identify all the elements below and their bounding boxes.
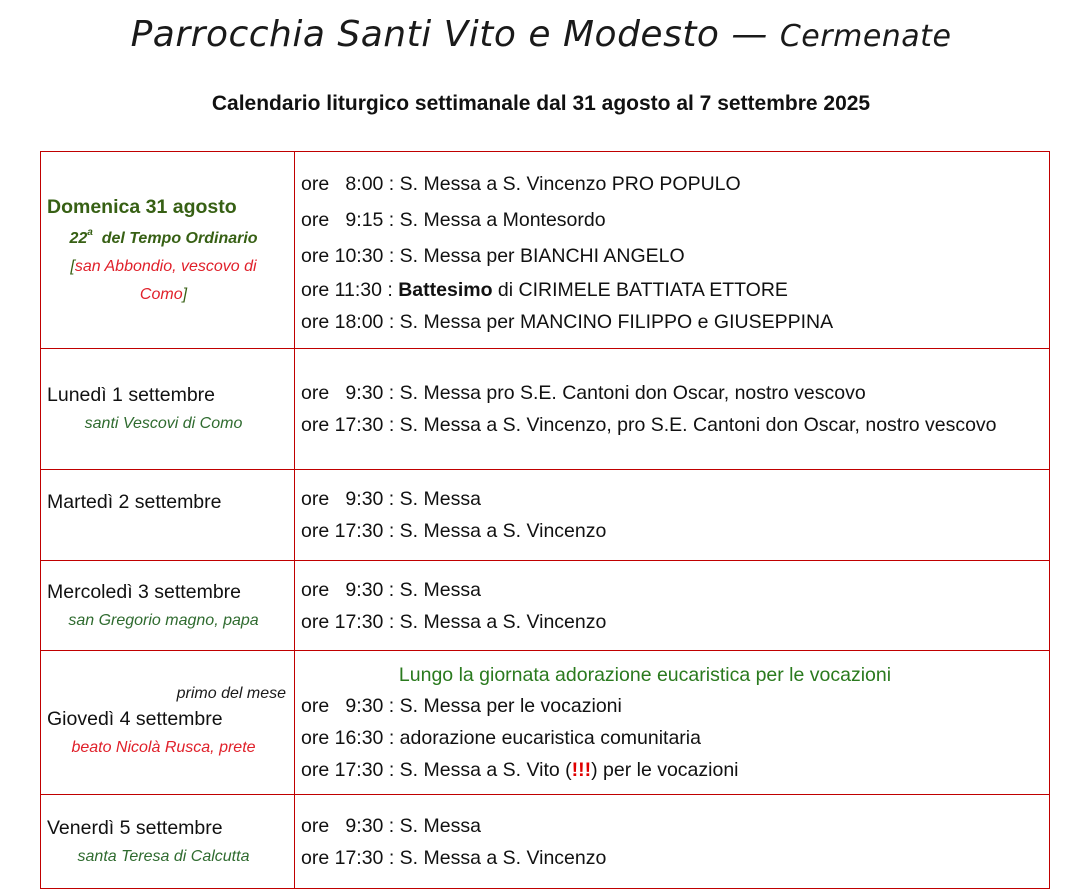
- bracket-close: ]: [182, 286, 188, 303]
- saint-note: [47, 253, 294, 309]
- event-time: ore 9:30 :: [301, 814, 400, 837]
- event-line: [301, 274, 1049, 306]
- saint-note: san Gregorio magno, papa: [68, 611, 259, 629]
- day-name: Venerdì 5 settembre: [47, 816, 223, 839]
- events-cell: [295, 795, 1050, 889]
- day-row-monday: [41, 349, 1050, 470]
- ordinal-suffix: a: [87, 227, 93, 238]
- liturgical-season: del Tempo Ordinario: [92, 230, 258, 247]
- bracket-open: [: [70, 258, 75, 275]
- calendar-subtitle: Calendario liturgico settimanale dal 31 agosto al 7 settembre 2025: [211, 92, 871, 115]
- event-type-bold: Battesimo: [398, 279, 493, 301]
- events-cell: [295, 349, 1050, 470]
- event-text: S. Messa: [399, 578, 481, 601]
- event-line: [301, 722, 1049, 754]
- title-separator: —: [719, 14, 780, 55]
- event-time: ore 9:30 :: [301, 578, 400, 601]
- saint-note: beato Nicolà Rusca, prete: [71, 738, 256, 756]
- event-time: ore 8:00 :: [301, 173, 400, 195]
- day-name: Giovedì 4 settembre: [47, 707, 223, 730]
- saint-note: santi Vescovi di Como: [84, 415, 243, 432]
- event-text: S. Messa: [399, 814, 481, 837]
- event-line: [301, 202, 1049, 238]
- event-time: ore 17:30 :: [301, 846, 400, 869]
- event-text: S. Messa a S. Vincenzo: [399, 846, 607, 869]
- day-name: Martedì 2 settembre: [47, 491, 222, 513]
- event-time: ore 10:30 :: [301, 245, 400, 267]
- day-cell: [41, 152, 295, 349]
- event-time: ore 9:30 :: [301, 488, 400, 510]
- day-row-sunday: [41, 152, 1050, 349]
- page-title: [0, 14, 1082, 55]
- event-text: adorazione eucaristica comunitaria: [399, 726, 701, 749]
- day-cell: [41, 349, 295, 470]
- first-of-month-note: primo del mese: [176, 684, 286, 702]
- event-text: S. Messa per MANCINO FILIPPO e GIUSEPPINA: [399, 311, 834, 333]
- town-name: Cermenate: [779, 19, 952, 54]
- event-text: S. Messa a S. Vincenzo, pro S.E. Cantoni don Oscar, nostro vescovo: [399, 414, 997, 436]
- event-line: [301, 166, 1049, 202]
- day-cell: [41, 651, 295, 795]
- saint-note: santa Teresa di Calcutta: [77, 847, 250, 865]
- event-time: ore 18:00 :: [301, 311, 400, 333]
- event-time: ore 9:30 :: [301, 694, 400, 717]
- event-text: S. Messa a S. Vincenzo PRO POPULO: [399, 173, 741, 195]
- event-line: [301, 574, 1049, 606]
- event-text: S. Messa a Montesordo: [399, 209, 606, 231]
- event-time: ore 17:30 :: [301, 414, 400, 436]
- event-time: ore 17:30 :: [301, 610, 400, 633]
- event-text-after: ) per le vocazioni: [591, 758, 739, 781]
- event-text: S. Messa a S. Vito (: [399, 758, 572, 781]
- liturgical-note: [47, 219, 294, 253]
- event-text: S. Messa a S. Vincenzo: [399, 520, 607, 542]
- alert-marks: !!!: [571, 758, 592, 781]
- day-cell: [41, 795, 295, 889]
- events-cell: [295, 470, 1050, 561]
- day-name: Mercoledì 3 settembre: [47, 580, 242, 603]
- event-line: [301, 409, 1049, 441]
- event-time: ore 17:30 :: [301, 758, 400, 781]
- event-line: [301, 754, 1049, 786]
- parish-name: Parrocchia Santi Vito e Modesto: [130, 14, 720, 55]
- adoration-banner: Lungo la giornata adorazione eucaristica per le vocazioni: [398, 663, 892, 686]
- event-line: [301, 238, 1049, 274]
- event-text: di CIRIMELE BATTIATA ETTORE: [492, 279, 788, 301]
- day-row-friday: [41, 795, 1050, 889]
- event-text: S. Messa pro S.E. Cantoni don Oscar, nostro vescovo: [399, 382, 866, 404]
- day-row-wednesday: [41, 561, 1050, 651]
- event-line: [301, 483, 1049, 515]
- event-line: [301, 810, 1049, 842]
- day-name: Domenica 31 agosto: [47, 196, 237, 218]
- events-cell: [295, 561, 1050, 651]
- liturgical-calendar-table: [40, 151, 1050, 889]
- event-text: S. Messa: [399, 488, 481, 510]
- event-line: [301, 842, 1049, 874]
- day-cell: [41, 561, 295, 651]
- day-row-tuesday: [41, 470, 1050, 561]
- week-number: 22: [69, 230, 88, 247]
- event-line: [301, 306, 1049, 338]
- event-time: ore 16:30 :: [301, 726, 400, 749]
- event-text: S. Messa per le vocazioni: [399, 694, 622, 717]
- event-text: S. Messa per BIANCHI ANGELO: [399, 245, 685, 267]
- day-row-thursday: [41, 651, 1050, 795]
- event-time: ore 11:30 :: [301, 279, 399, 301]
- saint-name-line1: san Abbondio, vescovo di: [74, 258, 257, 275]
- saint-name-line2: Como: [139, 286, 183, 303]
- event-line: [301, 377, 1049, 409]
- event-text: S. Messa a S. Vincenzo: [399, 610, 607, 633]
- event-line: [301, 606, 1049, 638]
- day-cell: [41, 470, 295, 561]
- event-line: [301, 515, 1049, 547]
- events-cell: [295, 152, 1050, 349]
- event-time: ore 17:30 :: [301, 520, 400, 542]
- event-line: [301, 690, 1049, 722]
- event-time: ore 9:15 :: [301, 209, 400, 231]
- event-time: ore 9:30 :: [301, 382, 400, 404]
- events-cell: [295, 651, 1050, 795]
- day-name: Lunedì 1 settembre: [47, 384, 216, 406]
